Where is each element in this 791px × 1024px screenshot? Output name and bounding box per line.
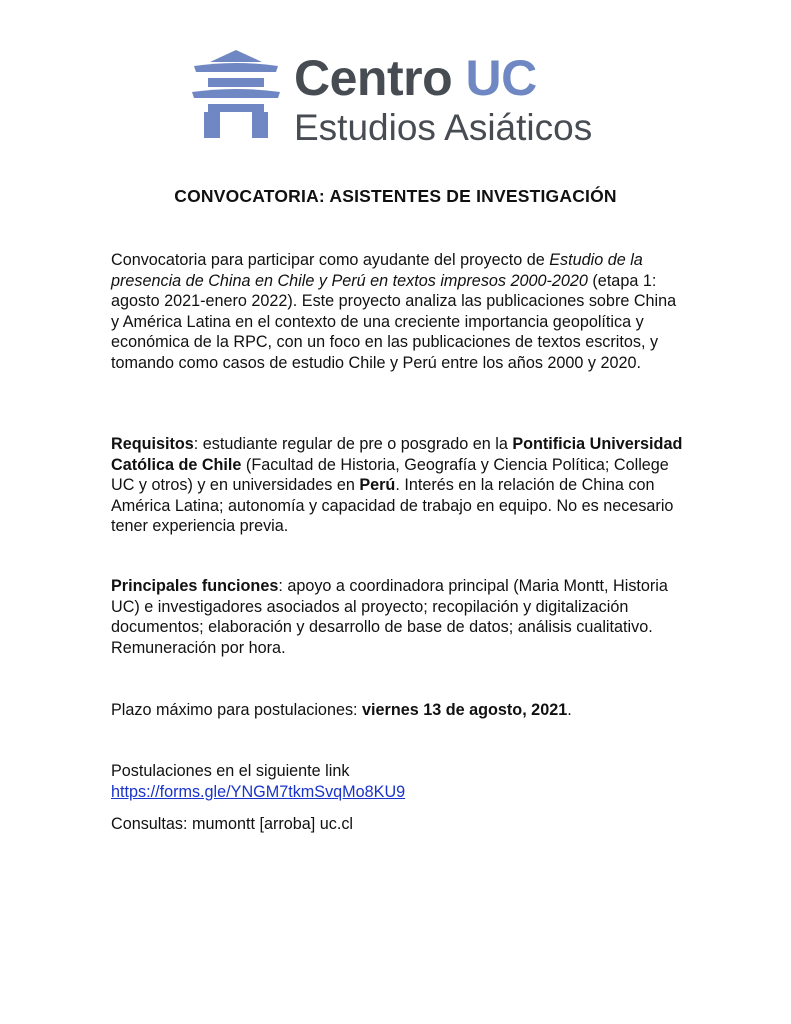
logo-name: Centro	[294, 50, 453, 106]
application-text: Postulaciones en el siguiente link	[111, 762, 350, 780]
intro-paragraph: Convocatoria para participar como ayudante del proyecto de Estudio de la presencia de China en Chile y Perú en textos impresos 2000-2020 (etapa 1: agosto 2021-enero 2022). Este proyecto analiza las publicaciones sobre China y América Latina en el contexto de una creciente importancia geopolítica y económica de la RPC, con un foco en las publicaciones de textos escritos, y tomando como casos de estudio Chile y Perú entre los años 2000 y 2020.	[111, 251, 677, 372]
logo-name-uc: UC	[465, 50, 537, 106]
requirements-label: Requisitos	[111, 435, 194, 453]
project-title: Estudio de la presencia de China en Chile y Perú en textos impresos 2000-2020	[111, 251, 643, 290]
country-name: Perú	[359, 476, 396, 495]
requirements-paragraph: Requisitos: estudiante regular de pre o posgrado en la Pontificia Universidad Católica de Chile (Facultad de Historia, Geografía y Ciencia Política; College UC y otros) y en universidades en Perú. Interés en la relación de China con América Latina; autonomía y capacidad de trabajo en equipo. No es necesario tener experiencia previa.	[111, 435, 683, 536]
university-name: Pontificia Universidad Católica de Chile	[111, 435, 683, 474]
functions-paragraph: Principales funciones: apoyo a coordinadora principal (Maria Montt, Historia UC) e investigadores asociados al proyecto; recopilación y digitalización documentos; elaboración y desarrollo de base de datos; análisis cualitativo. Remuneración por hora.	[111, 577, 668, 657]
functions-label: Principales funciones	[111, 577, 279, 595]
page-title: CONVOCATORIA: ASISTENTES DE INVESTIGACIÓN	[174, 186, 617, 206]
application-link[interactable]: https://forms.gle/YNGM7tkmSvqMo8KU9	[111, 782, 406, 801]
pagoda-icon	[190, 48, 282, 140]
deadline-date: viernes 13 de agosto, 2021	[362, 701, 568, 719]
application-paragraph	[111, 761, 686, 802]
logo-subtitle: Estudios Asiáticos	[294, 107, 593, 148]
centro-uc-logo	[190, 48, 610, 148]
contact-info: Consultas: mumontt [arroba] uc.cl	[111, 815, 354, 833]
deadline-paragraph: Plazo máximo para postulaciones: viernes 13 de agosto, 2021.	[111, 701, 572, 719]
